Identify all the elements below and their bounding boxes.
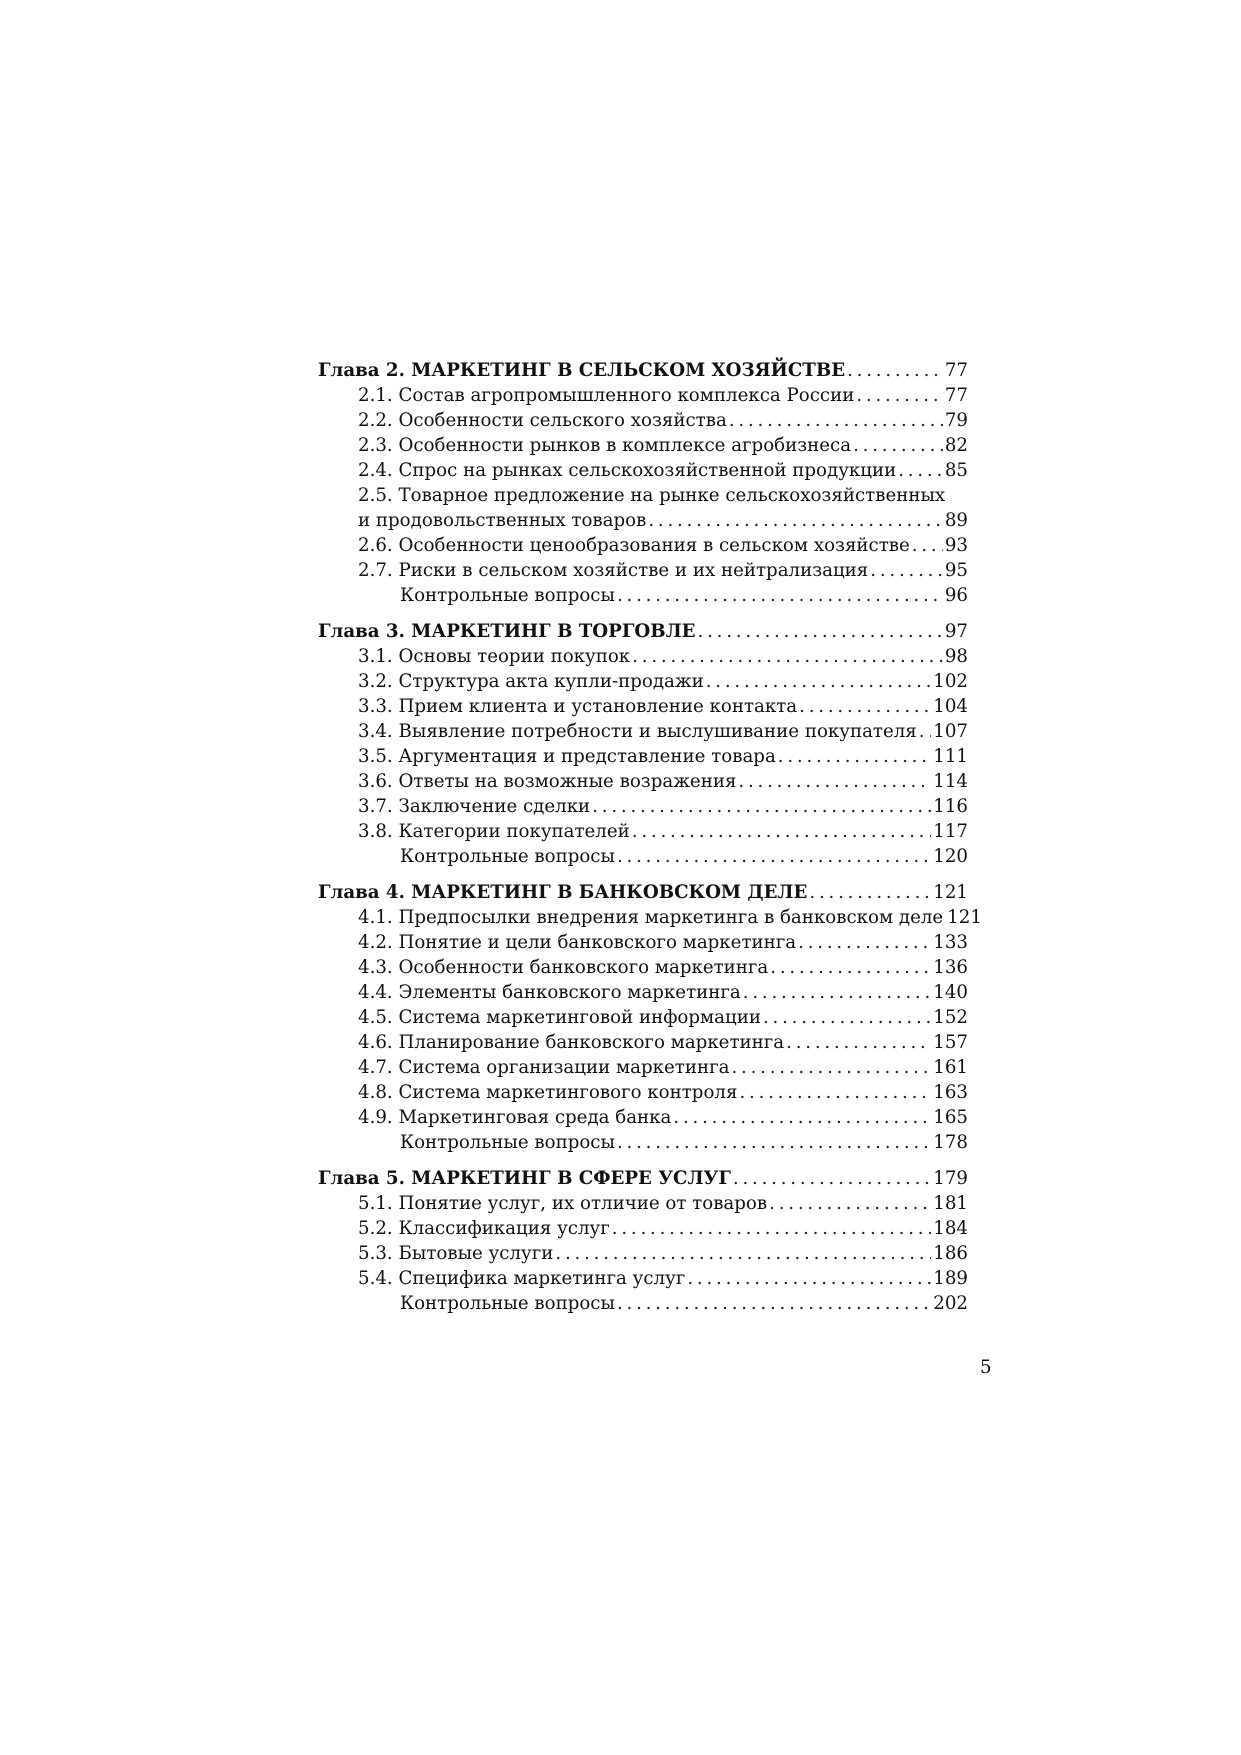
- dot-leader: [919, 719, 932, 744]
- entry-title: Контрольные вопросы: [400, 585, 615, 606]
- entry-title: 4.4. Элементы банковского маркетинга: [358, 982, 741, 1003]
- page-number: 5: [980, 1357, 992, 1378]
- entry-title: 5.3. Бытовые услуги: [358, 1243, 554, 1264]
- entry-title: 3.6. Ответы на возможные возражения: [358, 771, 737, 792]
- entry-title: 4.5. Система маркетинговой информации: [358, 1007, 761, 1028]
- toc-section-entry[interactable]: [318, 955, 968, 980]
- toc-section-entry[interactable]: [318, 694, 968, 719]
- entry-title: и продовольственных товаров: [358, 510, 647, 531]
- toc-section-entry-continuation[interactable]: [318, 508, 968, 533]
- entry-title: 2.3. Особенности рынков в комплексе агробизнеса: [358, 435, 852, 456]
- dot-leader: [739, 1080, 931, 1105]
- entry-title: 2.5. Товарное предложение на рынке сельскохозяйственных: [358, 485, 946, 506]
- dot-leader: [847, 358, 943, 383]
- dot-leader: [729, 408, 943, 433]
- entry-page-number: 121: [947, 907, 982, 928]
- entry-page-number: 165: [933, 1107, 968, 1128]
- dot-leader: [632, 819, 932, 844]
- entry-page-number: 104: [933, 696, 968, 717]
- toc-section-entry[interactable]: [318, 1266, 968, 1291]
- entry-title: 4.2. Понятие и цели банковского маркетинга: [358, 932, 797, 953]
- dot-leader: [769, 1191, 931, 1216]
- toc-section-entry[interactable]: [318, 1055, 968, 1080]
- toc-section-entry[interactable]: [318, 719, 968, 744]
- entry-title: 2.6. Особенности ценообразования в сельском хозяйстве: [358, 535, 910, 556]
- toc-section-entry[interactable]: [318, 644, 968, 669]
- entry-page-number: 140: [933, 982, 968, 1003]
- toc-section-entry[interactable]: [318, 1030, 968, 1055]
- dot-leader: [853, 433, 943, 458]
- dot-leader: [632, 644, 943, 669]
- entry-page-number: 111: [933, 746, 968, 767]
- toc-section-entry[interactable]: [318, 669, 968, 694]
- toc-section-entry[interactable]: [318, 1241, 968, 1266]
- entry-page-number: 136: [933, 957, 968, 978]
- dot-leader: [856, 383, 943, 408]
- entry-page-number: 98: [944, 646, 968, 667]
- dot-leader: [617, 1291, 931, 1316]
- dot-leader: [743, 980, 932, 1005]
- entry-title: 2.2. Особенности сельского хозяйства: [358, 410, 727, 431]
- entry-page-number: 85: [944, 460, 968, 481]
- entry-page-number: 107: [933, 721, 968, 742]
- chapter-title: [318, 358, 845, 383]
- entry-title: 3.7. Заключение сделки: [358, 796, 591, 817]
- entry-page-number: 89: [944, 510, 968, 531]
- toc-questions-entry[interactable]: [318, 1130, 968, 1155]
- dot-leader: [912, 533, 943, 558]
- chapter-title: [318, 1166, 731, 1191]
- dot-leader: [612, 1216, 932, 1241]
- dot-leader: [763, 1005, 931, 1030]
- toc-section-entry[interactable]: [318, 1080, 968, 1105]
- entry-title: Контрольные вопросы: [400, 846, 615, 867]
- chapter-page-number: 121: [933, 882, 968, 903]
- dot-leader: [898, 458, 943, 483]
- dot-leader: [786, 1030, 931, 1055]
- toc-section-entry[interactable]: [318, 905, 982, 930]
- dot-leader: [706, 669, 932, 694]
- dot-leader: [809, 880, 931, 905]
- toc-section-entry[interactable]: [318, 458, 968, 483]
- entry-title: 4.1. Предпосылки внедрения маркетинга в банковском деле: [358, 907, 944, 928]
- entry-page-number: 184: [933, 1218, 968, 1239]
- entry-title: 2.1. Состав агропромышленного комплекса России: [358, 385, 855, 406]
- entry-title: 2.4. Спрос на рынках сельскохозяйственной продукции: [358, 460, 897, 481]
- toc-chapter: [318, 1166, 968, 1316]
- entry-title: 3.4. Выявление потребности и выслушивание покупателя: [358, 721, 917, 742]
- entry-title: 5.2. Классификация услуг: [358, 1218, 610, 1239]
- dot-leader: [770, 955, 931, 980]
- entry-title: 5.4. Специфика маркетинга услуг: [358, 1268, 686, 1289]
- toc-chapter: [318, 619, 968, 869]
- toc-section-entry[interactable]: [318, 383, 968, 408]
- entry-title: 3.8. Категории покупателей: [358, 821, 630, 842]
- toc-section-entry[interactable]: [318, 744, 968, 769]
- entry-page-number: 82: [944, 435, 968, 456]
- dot-leader: [648, 508, 942, 533]
- table-of-contents: [318, 358, 982, 1327]
- entry-page-number: 202: [933, 1293, 968, 1314]
- toc-chapter-heading[interactable]: [318, 1166, 968, 1191]
- toc-chapter-heading[interactable]: [318, 619, 968, 644]
- dot-leader: [731, 1055, 931, 1080]
- chapter-page-number: 179: [933, 1168, 968, 1189]
- entry-page-number: 181: [933, 1193, 968, 1214]
- entry-page-number: 186: [933, 1243, 968, 1264]
- entry-title: Контрольные вопросы: [400, 1293, 615, 1314]
- toc-section-entry[interactable]: [318, 794, 968, 819]
- toc-chapter: [318, 880, 982, 1155]
- toc-section-entry[interactable]: [318, 483, 968, 508]
- entry-page-number: 114: [933, 771, 968, 792]
- entry-page-number: 178: [933, 1132, 968, 1153]
- entry-page-number: 77: [944, 385, 968, 406]
- entry-title: 4.3. Особенности банковского маркетинга: [358, 957, 769, 978]
- entry-page-number: 117: [933, 821, 968, 842]
- entry-page-number: 102: [933, 671, 968, 692]
- dot-leader: [592, 794, 931, 819]
- chapter-label: Глава 3.: [318, 621, 405, 642]
- chapter-name: МАРКЕТИНГ В БАНКОВСКОМ ДЕЛЕ: [411, 882, 808, 903]
- toc-section-entry[interactable]: [318, 558, 968, 583]
- dot-leader: [673, 1105, 931, 1130]
- toc-questions-entry[interactable]: [318, 1291, 968, 1316]
- toc-questions-entry[interactable]: [318, 583, 968, 608]
- dot-leader: [778, 744, 931, 769]
- entry-title: 2.7. Риски в сельском хозяйстве и их нейтрализация: [358, 560, 869, 581]
- toc-chapter: [318, 358, 968, 608]
- toc-section-entry[interactable]: [318, 769, 968, 794]
- chapter-page-number: 97: [944, 621, 968, 642]
- toc-section-entry[interactable]: [318, 980, 968, 1005]
- toc-chapter-heading[interactable]: [318, 358, 968, 383]
- entry-page-number: 116: [933, 796, 968, 817]
- toc-section-entry[interactable]: [318, 819, 968, 844]
- dot-leader: [617, 583, 943, 608]
- entry-page-number: 133: [933, 932, 968, 953]
- chapter-label: Глава 4.: [318, 882, 405, 903]
- chapter-title: [318, 619, 696, 644]
- dot-leader: [555, 1241, 931, 1266]
- entry-page-number: 93: [944, 535, 968, 556]
- chapter-title: [318, 880, 807, 905]
- dot-leader: [799, 694, 931, 719]
- toc-questions-entry[interactable]: [318, 844, 968, 869]
- dot-leader: [617, 1130, 931, 1155]
- entry-title: 4.7. Система организации маркетинга: [358, 1057, 730, 1078]
- entry-page-number: 157: [933, 1032, 968, 1053]
- dot-leader: [738, 769, 931, 794]
- dot-leader: [698, 619, 943, 644]
- entry-page-number: 161: [933, 1057, 968, 1078]
- toc-section-entry[interactable]: [318, 408, 968, 433]
- dot-leader: [617, 844, 931, 869]
- entry-title: 3.2. Структура акта купли-продажи: [358, 671, 704, 692]
- entry-page-number: 120: [933, 846, 968, 867]
- chapter-name: МАРКЕТИНГ В ТОРГОВЛЕ: [411, 621, 696, 642]
- chapter-name: МАРКЕТИНГ В СФЕРЕ УСЛУГ: [411, 1168, 731, 1189]
- entry-title: 3.5. Аргументация и представление товара: [358, 746, 776, 767]
- entry-page-number: 163: [933, 1082, 968, 1103]
- chapter-label: Глава 5.: [318, 1168, 405, 1189]
- toc-section-entry[interactable]: [318, 1191, 968, 1216]
- entry-title: 4.9. Маркетинговая среда банка: [358, 1107, 672, 1128]
- dot-leader: [870, 558, 943, 583]
- chapter-label: Глава 2.: [318, 360, 405, 381]
- entry-page-number: 95: [944, 560, 968, 581]
- entry-title: 4.8. Система маркетингового контроля: [358, 1082, 738, 1103]
- toc-section-entry[interactable]: [318, 1005, 968, 1030]
- toc-section-entry[interactable]: [318, 433, 968, 458]
- entry-title: 5.1. Понятие услуг, их отличие от товаров: [358, 1193, 768, 1214]
- entry-title: 4.6. Планирование банковского маркетинга: [358, 1032, 785, 1053]
- entry-title: 3.1. Основы теории покупок: [358, 646, 631, 667]
- toc-chapter-heading[interactable]: [318, 880, 968, 905]
- entry-title: Контрольные вопросы: [400, 1132, 615, 1153]
- dot-leader: [798, 930, 931, 955]
- toc-section-entry[interactable]: [318, 1105, 968, 1130]
- entry-page-number: 79: [944, 410, 968, 431]
- chapter-page-number: 77: [944, 360, 968, 381]
- toc-section-entry[interactable]: [318, 930, 968, 955]
- dot-leader: [733, 1166, 931, 1191]
- entry-page-number: 96: [944, 585, 968, 606]
- entry-title: 3.3. Прием клиента и установление контакта: [358, 696, 798, 717]
- toc-section-entry[interactable]: [318, 1216, 968, 1241]
- dot-leader: [687, 1266, 931, 1291]
- chapter-name: МАРКЕТИНГ В СЕЛЬСКОМ ХОЗЯЙСТВЕ: [411, 360, 846, 381]
- entry-page-number: 189: [933, 1268, 968, 1289]
- toc-section-entry[interactable]: [318, 533, 968, 558]
- entry-page-number: 152: [933, 1007, 968, 1028]
